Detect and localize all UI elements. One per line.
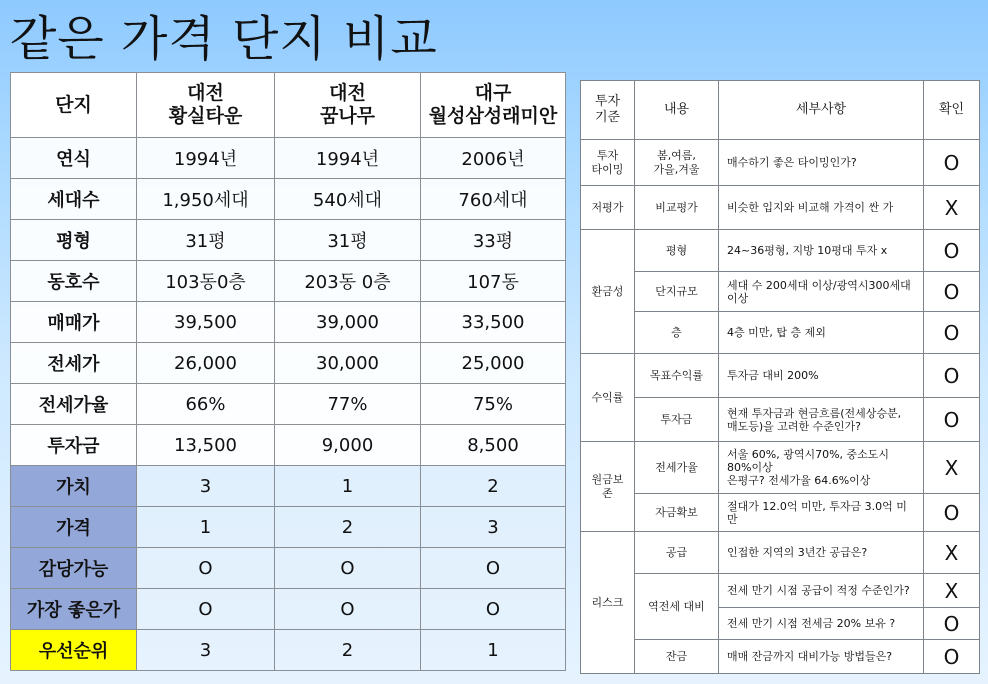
cell-value: 30,000 <box>275 343 421 384</box>
check-mark: O <box>924 354 980 398</box>
row-label: 평형 <box>11 220 137 261</box>
checklist-row <box>581 574 980 608</box>
row-label: 전세가율 <box>11 384 137 425</box>
cell-value: 8,500 <box>421 425 566 466</box>
comparison-row <box>11 220 566 261</box>
cell-value: 540세대 <box>275 179 421 220</box>
page-title: 같은 가격 단지 비교 <box>10 11 438 67</box>
checklist-row <box>581 140 980 186</box>
cell-value: 2 <box>421 466 566 507</box>
cell-value: O <box>275 548 421 589</box>
complex-header-2 <box>275 73 421 138</box>
cell-value: 1994년 <box>275 138 421 179</box>
checklist-row <box>581 186 980 230</box>
cell-value: 77% <box>275 384 421 425</box>
detail-cell: 세대 수 200세대 이상/광역시300세대 이상 <box>719 272 924 312</box>
content-cell: 공급 <box>635 532 719 574</box>
cell-value: 1 <box>137 507 275 548</box>
content-cell: 목표수익률 <box>635 354 719 398</box>
criteria-cell: 저평가 <box>581 186 635 230</box>
row-label: 세대수 <box>11 179 137 220</box>
complex-name: 황실타운 <box>168 105 243 127</box>
checklist-row <box>581 494 980 532</box>
cell-value: O <box>275 589 421 630</box>
investment-checklist-table <box>580 80 980 674</box>
checklist-row <box>581 442 980 494</box>
content-cell: 잔금 <box>635 640 719 674</box>
content-cell: 봄,여름, 가을,겨울 <box>635 140 719 186</box>
detail-cell: 매매 잔금까지 대비가능 방법들은? <box>719 640 924 674</box>
content-cell: 평형 <box>635 230 719 272</box>
complex-label-header: 단지 <box>11 73 137 138</box>
content-cell: 층 <box>635 312 719 354</box>
criteria-cell: 환금성 <box>581 230 635 354</box>
complex-name: 꿈나무 <box>319 105 376 127</box>
comparison-row <box>11 179 566 220</box>
checklist-row <box>581 354 980 398</box>
cell-value: 25,000 <box>421 343 566 384</box>
content-cell: 단지규모 <box>635 272 719 312</box>
detail-cell: 투자금 대비 200% <box>719 354 924 398</box>
detail-cell: 4층 미만, 탑 층 제외 <box>719 312 924 354</box>
comparison-header-row <box>11 73 566 138</box>
check-mark: X <box>924 442 980 494</box>
comparison-row <box>11 384 566 425</box>
content-cell: 전세가율 <box>635 442 719 494</box>
comparison-row <box>11 343 566 384</box>
row-label: 투자금 <box>11 425 137 466</box>
content-cell: 역전세 대비 <box>635 574 719 640</box>
cell-value: O <box>421 548 566 589</box>
checklist-row <box>581 532 980 574</box>
row-label: 감당가능 <box>11 548 137 589</box>
content-cell: 투자금 <box>635 398 719 442</box>
cell-value: 9,000 <box>275 425 421 466</box>
checklist-row <box>581 312 980 354</box>
checklist-row <box>581 272 980 312</box>
cell-value: 33평 <box>421 220 566 261</box>
detail-cell: 매수하기 좋은 타이밍인가? <box>719 140 924 186</box>
cell-value: 203동 0층 <box>275 261 421 302</box>
comparison-row <box>11 589 566 630</box>
check-mark: O <box>924 272 980 312</box>
check-mark: O <box>924 640 980 674</box>
criteria-cell: 투자 타이밍 <box>581 140 635 186</box>
complex-region: 대전 <box>329 82 366 104</box>
cell-value: 31평 <box>137 220 275 261</box>
cell-value: 107동 <box>421 261 566 302</box>
row-label: 매매가 <box>11 302 137 343</box>
check-mark: O <box>924 608 980 640</box>
complex-name: 월성삼성래미안 <box>428 105 558 127</box>
cell-value: 1994년 <box>137 138 275 179</box>
cell-value: O <box>421 589 566 630</box>
cell-value: 39,500 <box>137 302 275 343</box>
cell-value: 760세대 <box>421 179 566 220</box>
comparison-row <box>11 466 566 507</box>
detail-cell: 서울 60%, 광역시70%, 중소도시 80%이상 은평구? 전세가율 64.6%이상 <box>719 442 924 494</box>
criteria-cell: 리스크 <box>581 532 635 674</box>
cell-value: 103동0층 <box>137 261 275 302</box>
check-mark: O <box>924 494 980 532</box>
row-label: 전세가 <box>11 343 137 384</box>
cell-value: O <box>137 589 275 630</box>
checklist-header-row <box>581 81 980 140</box>
detail-cell: 현재 투자금과 현금흐름(전세상승분, 매도등)을 고려한 수준인가? <box>719 398 924 442</box>
row-label: 연식 <box>11 138 137 179</box>
cell-value: 1 <box>421 630 566 671</box>
row-label: 가격 <box>11 507 137 548</box>
row-label: 우선순위 <box>11 630 137 671</box>
cell-value: 2006년 <box>421 138 566 179</box>
checklist-body <box>581 140 980 674</box>
check-mark: X <box>924 532 980 574</box>
comparison-body <box>11 138 566 671</box>
cell-value: 33,500 <box>421 302 566 343</box>
content-cell: 자금확보 <box>635 494 719 532</box>
checklist-row <box>581 230 980 272</box>
cell-value: 66% <box>137 384 275 425</box>
cell-value: 1 <box>275 466 421 507</box>
detail-cell: 절대가 12.0억 미만, 투자금 3.0억 미 만 <box>719 494 924 532</box>
detail-cell: 비슷한 입지와 비교해 가격이 싼 가 <box>719 186 924 230</box>
complex-header-1 <box>137 73 275 138</box>
cell-value: 31평 <box>275 220 421 261</box>
checklist-row <box>581 398 980 442</box>
comparison-row <box>11 138 566 179</box>
cell-value: 1,950세대 <box>137 179 275 220</box>
checklist-row <box>581 640 980 674</box>
comparison-row <box>11 425 566 466</box>
comparison-row <box>11 630 566 671</box>
cell-value: 3 <box>137 466 275 507</box>
check-mark: O <box>924 312 980 354</box>
criteria-header: 투자 기준 <box>581 81 635 140</box>
cell-value: 13,500 <box>137 425 275 466</box>
cell-value: 39,000 <box>275 302 421 343</box>
check-header: 확인 <box>924 81 980 140</box>
row-label: 가장 좋은가 <box>11 589 137 630</box>
check-mark: X <box>924 574 980 608</box>
complex-header-3 <box>421 73 566 138</box>
complex-comparison-table <box>10 72 566 671</box>
criteria-cell: 원금보 존 <box>581 442 635 532</box>
criteria-cell: 수익률 <box>581 354 635 442</box>
comparison-row <box>11 302 566 343</box>
detail-cell: 24~36평형, 지방 10평대 투자 x <box>719 230 924 272</box>
content-cell: 비교평가 <box>635 186 719 230</box>
detail-cell: 인접한 지역의 3년간 공급은? <box>719 532 924 574</box>
check-mark: X <box>924 186 980 230</box>
check-mark: O <box>924 398 980 442</box>
cell-value: 3 <box>137 630 275 671</box>
comparison-row <box>11 548 566 589</box>
cell-value: 2 <box>275 630 421 671</box>
details-header: 세부사항 <box>719 81 924 140</box>
cell-value: 2 <box>275 507 421 548</box>
complex-region: 대전 <box>187 82 224 104</box>
comparison-row <box>11 507 566 548</box>
detail-cell: 전세 만기 시점 공급이 적정 수준인가? <box>719 574 924 608</box>
complex-region: 대구 <box>474 82 512 104</box>
row-label: 가치 <box>11 466 137 507</box>
cell-value: 26,000 <box>137 343 275 384</box>
comparison-row <box>11 261 566 302</box>
check-mark: O <box>924 140 980 186</box>
cell-value: O <box>137 548 275 589</box>
check-mark: O <box>924 230 980 272</box>
row-label: 동호수 <box>11 261 137 302</box>
detail-cell: 전세 만기 시점 전세금 20% 보유 ? <box>719 608 924 640</box>
cell-value: 3 <box>421 507 566 548</box>
cell-value: 75% <box>421 384 566 425</box>
content-header: 내용 <box>635 81 719 140</box>
